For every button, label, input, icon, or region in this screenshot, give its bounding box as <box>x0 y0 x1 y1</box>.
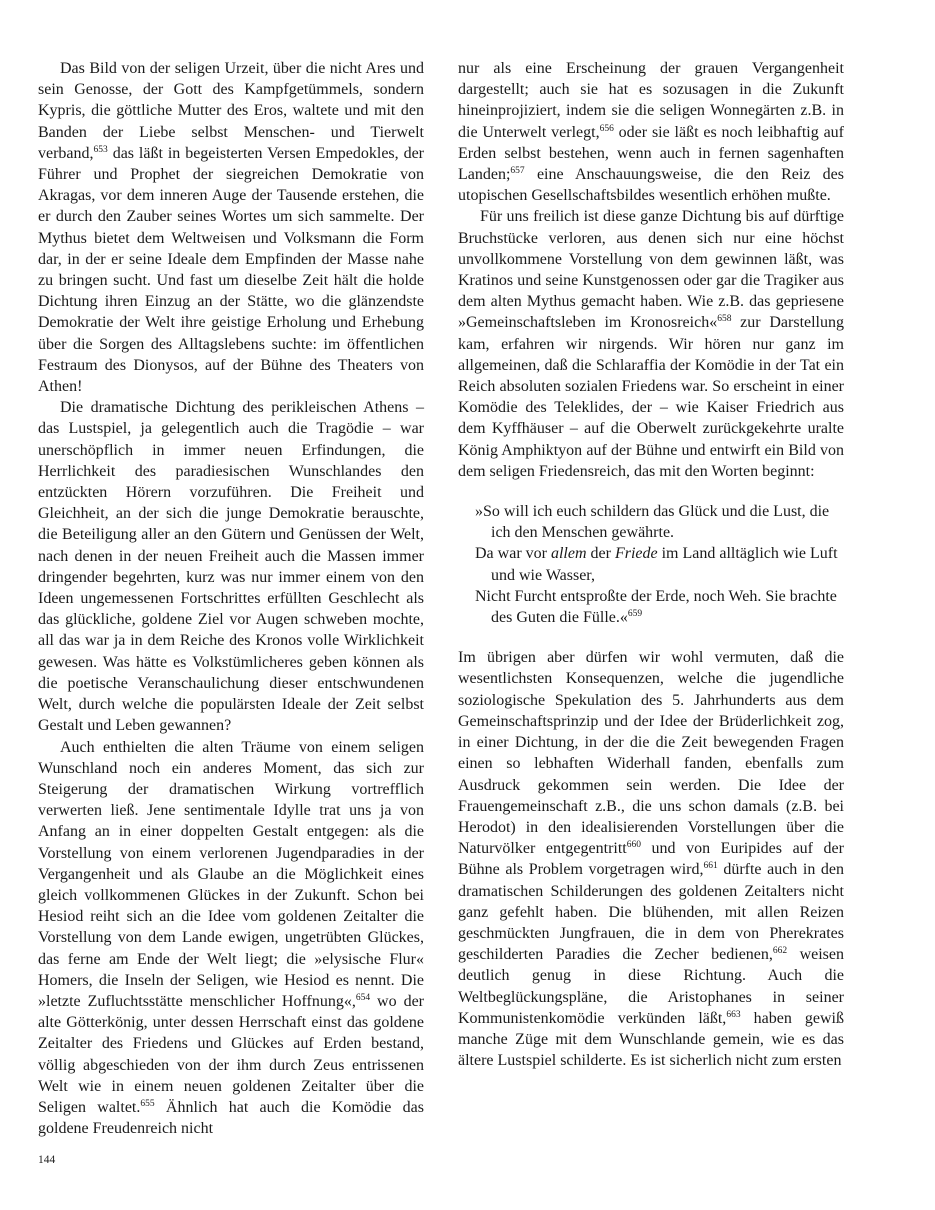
left-column <box>38 58 424 1139</box>
verse-line: Nicht Furcht entsproßte der Erde, noch Weh. Sie brachte des Guten die Fülle.«$^{659}$ <box>475 587 837 627</box>
footnote-ref[interactable]: 661 <box>703 861 718 872</box>
footnote-ref[interactable]: 654 <box>355 992 371 1003</box>
footnote-ref[interactable]: 663 <box>726 1009 741 1020</box>
paragraph: Auch enthielten die alten Träume von einem seligen Wunschland noch ein anderes Moment, das sich zur Steigerung der dramatischen Wirkung vortrefflich verwerten ließ. Jene sentimentale Idylle trat uns ja von Anfang an in einer doppelten Gestalt entgegen: als die Vorstellung von einem verlorenen Jugendparadies in der Vergangenheit und als Glaube an die Möglichkeit eines gleich vollkommenen Glückes in der Zukunft. Schon bei Hesiod reiht sich an die Idee vom goldenen Zeitalter die Vorstellung von dem Lande ewigen, ungetrübten Glückes, das ferne am Ende der Welt liegt; die »elysische Flur« Homers, die Inseln der Seligen, wie Hesiod es nennt. Die »letzte Zufluchtsstätte menschlicher Hoffnung«,$^{654}$ wo der alte Götterkönig, unter dessen Herrschaft einst das goldene Zeitalter des Friedens und Glückes auf Erden bestand, völlig abgeschieden von der ihm durch Zeus entrissenen Welt wie in einem neuen goldenen Zeitalter über die Seligen waltet.$^{655}$ Ähnlich hat auch die Komödie das goldene Freudenreich nicht <box>38 738 425 1138</box>
verse-quotation <box>475 501 844 628</box>
paragraph: Die dramatische Dichtung des perikleischen Athens – das Lustspiel, ja gelegentlich auch die Tragödie – war unerschöpflich in immer neuen Erfindungen, die Herrlichkeit des paradiesischen Wunschlandes den entzückten Hörern vorzuführen. Die Freiheit und Gleichheit, an der sich die junge Demokratie berauschte, die Beteiligung aller an den Gütern und Genüssen der Welt, nach denen in der neuen Freiheit auch die Massen immer dringender begehrten, kurz was nur immer einem von den Ideen ungemessenen Fortschrittes erfüllten Geschlecht als das glückliche, goldene Ziel vor Augen schweben mochte, all das war ja in dem Reiche des Kronos volle Wirklichkeit gewesen. Was hätte es Volkstümlicheres geben können als die poetische Veranschaulichung dieser entschwundenen Welt, durch welche die populärsten Ideale der Zeit selbst Gestalt und Leben gewannen? <box>38 399 424 735</box>
footnote-ref[interactable]: 658 <box>717 314 732 325</box>
footnote-ref[interactable]: 660 <box>626 840 641 851</box>
paragraph: nur als eine Erscheinung der grauen Vergangenheit dargestellt; auch sie hat es sozusagen in die Zukunft hineinprojiziert, indem sie die seligen Wonnegärten z.B. in die Unterwelt verlegt,$^{656}$ oder sie läßt es noch leibhaftig auf Erden selbst bestehen, wenn auch in fernen sagenhaften Landen;$^{657}$ eine Anschauungsweise, die den Reiz des utopischen Gesellschaftsbildes wesentlich erhöhen mußte. <box>458 60 844 205</box>
emphasis: Friede <box>614 545 658 563</box>
verse-line: »So will ich euch schildern das Glück und die Lust, die ich den Menschen gewährte. <box>475 503 830 542</box>
right-column <box>458 58 844 1071</box>
footnote-ref[interactable]: 656 <box>599 123 614 134</box>
footnote-ref[interactable]: 655 <box>140 1098 155 1109</box>
footnote-ref[interactable]: 662 <box>772 946 788 957</box>
footnote-ref[interactable]: 657 <box>510 166 525 177</box>
paragraph: Für uns freilich ist diese ganze Dichtung bis auf dürftige Bruchstücke verloren, aus denen sich nur eine höchst unvollkommene Vorstellung von dem gewinnen läßt, was Kratinos und seine Kunstgenossen oder gar die Tragiker aus dem alten Mythus gemacht haben. Wie z.B. das gepriesene »Gemeinschaftsleben im Kronosreich«$^{658}$ zur Darstellung kam, erfahren wir nirgends. Wir hören nur ganz im allgemeinen, daß die Schlaraffia der Komödie in der Tat ein Reich absoluten sozialen Friedens war. So erscheint in einer Komödie des Teleklides, der – wie Kaiser Friedrich aus dem Kyffhäuser – auf die Oberwelt zurückgekehrte uralte König Amphiktyon auf der Bühne und entwirft ein Bild von dem seligen Friedensreich, das mit den Worten beginnt: <box>458 208 844 480</box>
verse-line: Da war vor allem der Friede im Land alltäglich wie Luft und wie Wasser, <box>475 545 838 584</box>
emphasis: allem <box>550 545 587 563</box>
footnote-ref[interactable]: 653 <box>93 144 108 155</box>
footnote-ref[interactable]: 659 <box>627 609 643 620</box>
paragraph: Im übrigen aber dürfen wir wohl vermuten, daß die wesentlichsten Konsequenzen, welche die jugendliche soziologische Spekulation des 5. Jahrhunderts aus dem Gemeinschaftsprinzip und der Idee der Brüderlichkeit zog, in einer Dichtung, in der die die Zeit bewegenden Fragen einen so lebhaften Widerhall fanden, ebenfalls zum Ausdruck gekommen sein werden. Die Idee der Frauengemeinschaft z.B., die uns schon damals (z.B. bei Herodot) in den idealisierenden Vorstellungen über die Naturvölker entgegentritt$^{660}$ und von Euripides auf der Bühne als Problem vorgetragen wird,$^{661}$ dürfte auch in den dramatischen Schilderungen des goldenen Zeitalters nicht ganz gefehlt haben. Die blühenden, mit allen Reizen geschmückten Jungfrauen, die in dem von Pherekrates geschilderten Paradies die Zecher bedienen,$^{662}$ weisen deutlich genug in diese Richtung. Auch die Weltbeglückungspläne, die Aristophanes in seiner Kommunistenkomödie verkünden läßt,$^{663}$ haben gewiß manche Züge mit dem Wunschlande gemein, wie es das ältere Lustspiel schilderte. Es ist sicherlich nicht zum ersten <box>458 649 844 1070</box>
page-number: 144 <box>38 1154 56 1166</box>
paragraph: Das Bild von der seligen Urzeit, über die nicht Ares und sein Genosse, der Gott des Kampfgetümmels, sondern Kypris, die göttliche Mutter des Eros, waltete und mit den Banden der Liebe selbst Menschen- und Tierwelt verband,$^{653}$ das läßt in begeisterten Versen Empedokles, der Führer und Prophet der siegreichen Demokratie von Akragas, vor dem inneren Auge der Tausende erstehen, die er durch den Zauber seines Wortes um sich sammelte. Der Mythus bietet dem Weltweisen und Volksmann die Form dar, in der er seine Ideale dem Empfinden der Masse nahe zu bringen sucht. Und fast um dieselbe Zeit hält die holde Dichtung ihren Einzug an der Stätte, wo die glänzendste Demokratie der Welt ihre geistige Erholung und Erhebung über die Sorgen des Alltagslebens suchte: im öffentlichen Festraum des Dionysos, auf der Bühne des Theaters von Athen! <box>38 60 424 396</box>
